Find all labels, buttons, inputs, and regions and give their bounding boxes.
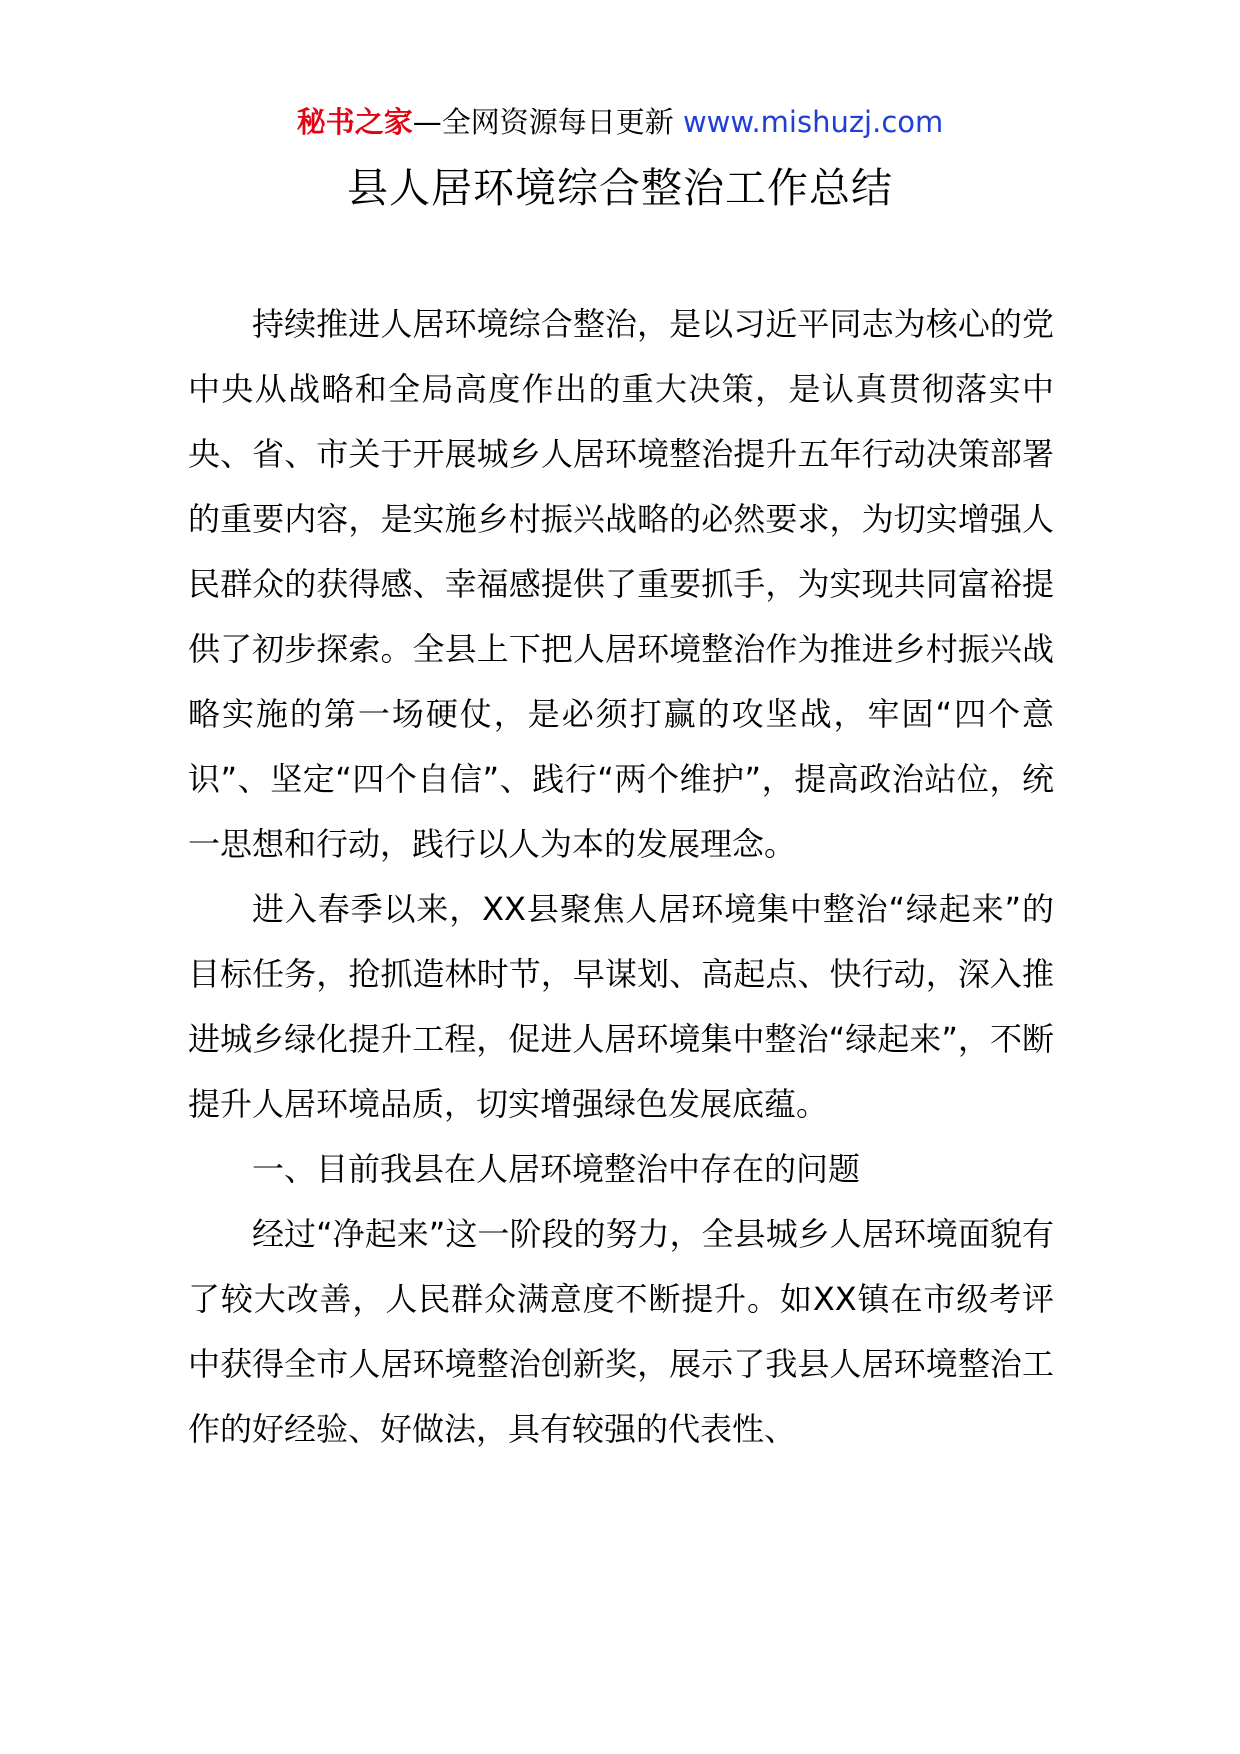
document-body — [188, 292, 1054, 1462]
site-header — [0, 102, 1240, 142]
paragraph-intro: 持续推进人居环境综合整治，是以习近平同志为核心的党中央从战略和全局高度作出的重大决策，是认真贯彻落实中央、省、市关于开展城乡人居环境整治提升五年行动决策部署的重要内容，是实施乡村振兴战略的必然要求，为切实增强人民群众的获得感、幸福感提供了重要抓手，为实现共同富裕提供了初步探索。全县上下把人居环境整治作为推进乡村振兴战略实施的第一场硬仗，是必须打赢的攻坚战，牢固“四个意识”、坚定“四个自信”、践行“两个维护”，提高政治站位，统一思想和行动，践行以人为本的发展理念。 — [188, 305, 1054, 863]
site-url-link[interactable]: www.mishuzj.com — [682, 105, 944, 139]
document-title: 县人居环境综合整治工作总结 — [347, 164, 893, 212]
paragraph-progress: 经过“净起来”这一阶段的努力，全县城乡人居环境面貌有了较大改善，人民群众满意度不断提升。如XX镇在市级考评中获得全市人居环境整治创新奖，展示了我县人居环境整治工作的好经验、好做法，具有较强的代表性、 — [188, 1215, 1054, 1448]
brand-name: 秘书之家 — [296, 105, 413, 139]
section-heading-problems: 一、目前我县在人居环境整治中存在的问题 — [252, 1150, 861, 1188]
paragraph-spring: 进入春季以来，XX县聚焦人居环境集中整治“绿起来”的目标任务，抢抓造林时节，早谋划、高起点、快行动，深入推进城乡绿化提升工程，促进人居环境集中整治“绿起来”，不断提升人居环境品质，切实增强绿色发展底蕴。 — [188, 890, 1054, 1123]
header-tagline: —全网资源每日更新 — [412, 105, 674, 139]
